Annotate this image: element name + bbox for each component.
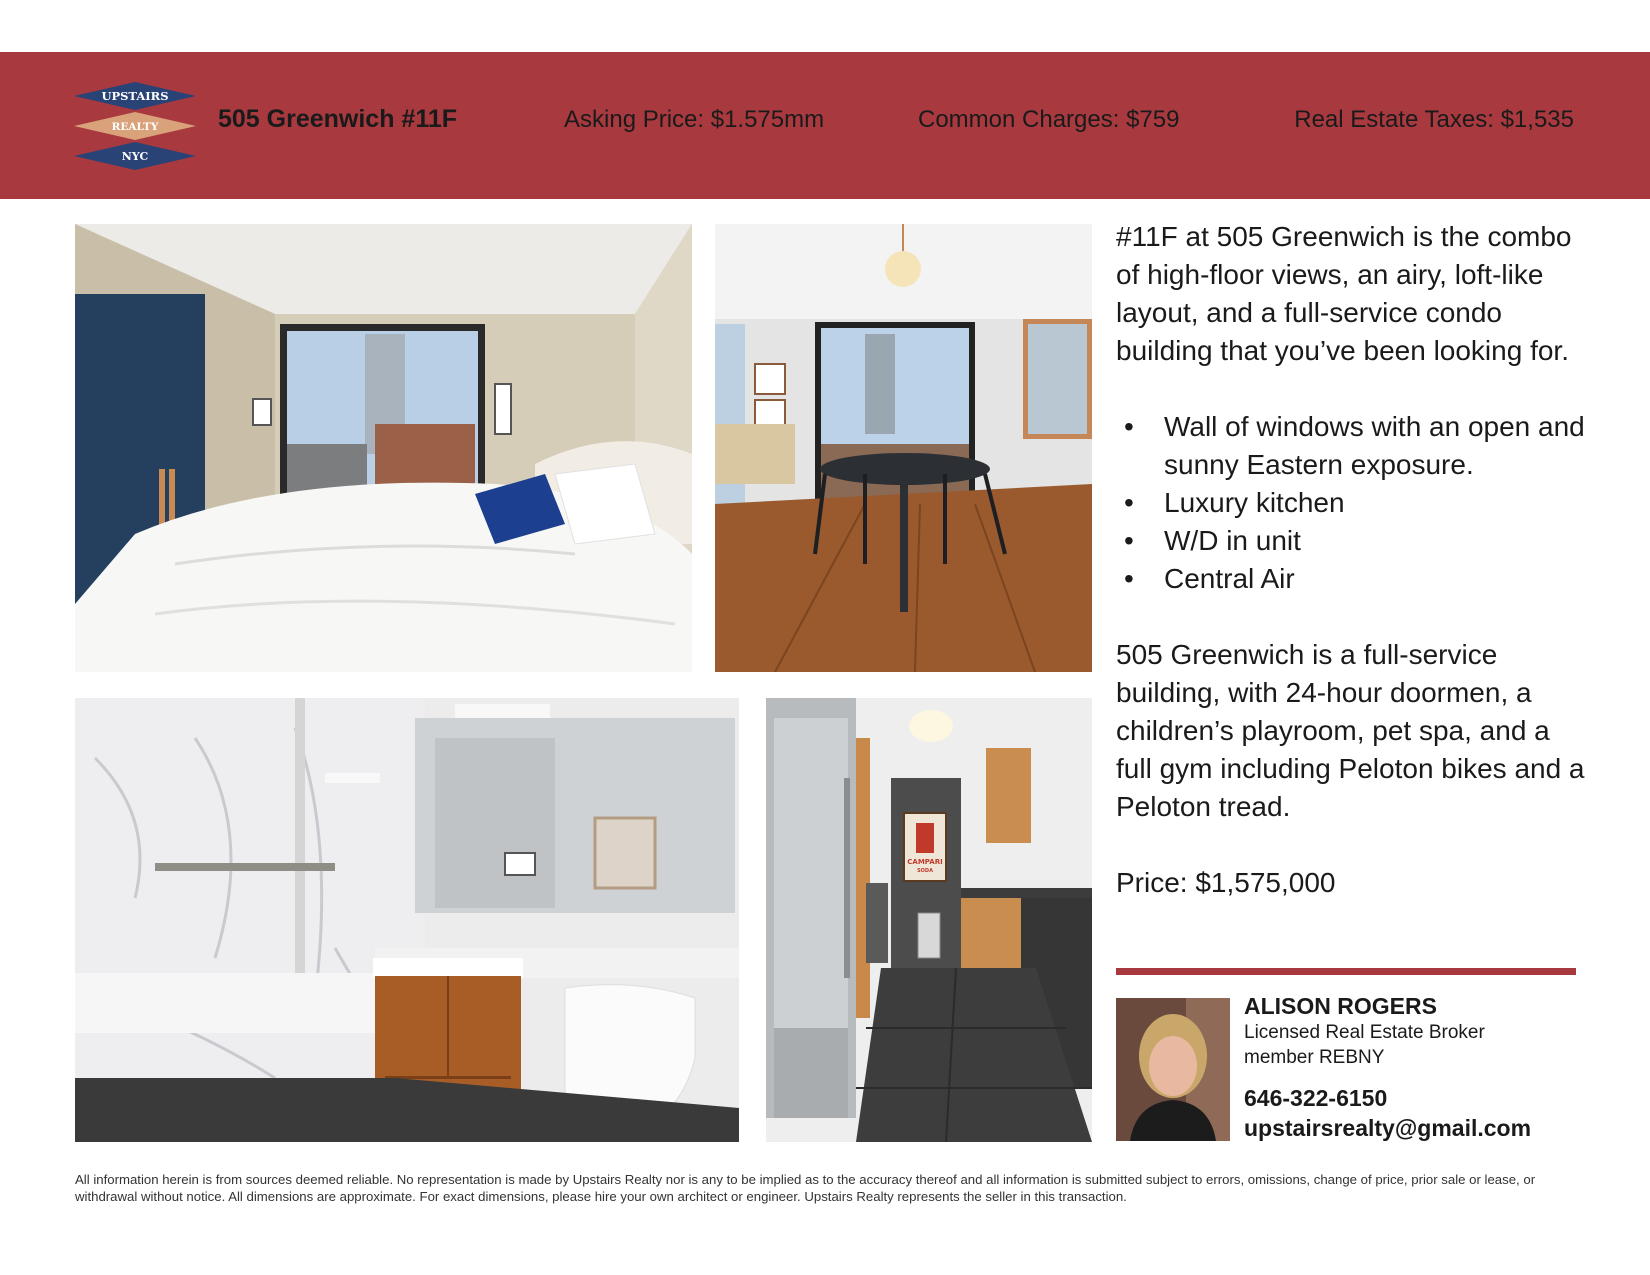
list-item: • Central Air xyxy=(1124,563,1295,594)
svg-text:NYC: NYC xyxy=(121,150,149,163)
disclaimer: All information herein is from sources deemed reliable. No representation is made by Upstairs Realty nor is any to be implied as to the accuracy thereof and all information is submitted subject to errors, omissions, change of price, prior sale or lease, or withdrawal without notice. All dimensions are approximate. For exact dimensions, please hire your own architect or engineer. Upstairs Realty represents the seller in this transaction. xyxy=(75,1172,1536,1204)
price: Price: $1,575,000 xyxy=(1116,867,1336,898)
agent-contact xyxy=(1244,992,1531,1143)
agent-phone[interactable]: 646-322-6150 xyxy=(1244,1085,1388,1111)
list-item: • W/D in unit xyxy=(1124,525,1301,556)
header-banner xyxy=(0,52,1650,199)
list-item: • Luxury kitchen xyxy=(1124,487,1345,518)
svg-text:UPSTAIRS: UPSTAIRS xyxy=(101,89,169,103)
agent-title: Licensed Real Estate Broker xyxy=(1244,1022,1485,1043)
kitchen-photo xyxy=(766,698,1092,1142)
bedroom-photo xyxy=(75,224,692,672)
svg-text:CAMPARI: CAMPARI xyxy=(907,858,943,866)
bathroom-photo xyxy=(75,698,739,1142)
building-paragraph: 505 Greenwich is a full-service building, with 24-hour doormen, a children’s playroom, pet spa, and a full gym including Peloton bikes and a Peloton tread. xyxy=(1116,639,1585,822)
svg-text:REALTY: REALTY xyxy=(111,121,159,133)
svg-text:SODA: SODA xyxy=(917,868,933,874)
intro-paragraph: #11F at 505 Greenwich is the combo of high-floor views, an airy, loft-like layout, and a full-service condo building that you’ve been looking for. xyxy=(1116,221,1572,366)
property-title: 505 Greenwich #11F xyxy=(218,105,458,133)
list-item: • Wall of windows with an open and sunny Eastern exposure. xyxy=(1124,411,1585,480)
asking-price: Asking Price: $1.575mm xyxy=(564,106,825,133)
agent-email[interactable]: upstairsrealty@gmail.com xyxy=(1244,1115,1532,1141)
common-charges: Common Charges: $759 xyxy=(918,106,1180,133)
agent-photo xyxy=(1116,998,1230,1141)
real-estate-taxes: Real Estate Taxes: $1,535 xyxy=(1294,106,1574,133)
agent-name: ALISON ROGERS xyxy=(1244,993,1437,1019)
description-panel xyxy=(1116,218,1586,902)
dining-room-photo xyxy=(715,224,1092,672)
upstairs-realty-logo xyxy=(74,79,196,173)
feature-list xyxy=(1116,408,1586,598)
divider xyxy=(1116,968,1576,975)
agent-membership: member REBNY xyxy=(1244,1047,1385,1068)
